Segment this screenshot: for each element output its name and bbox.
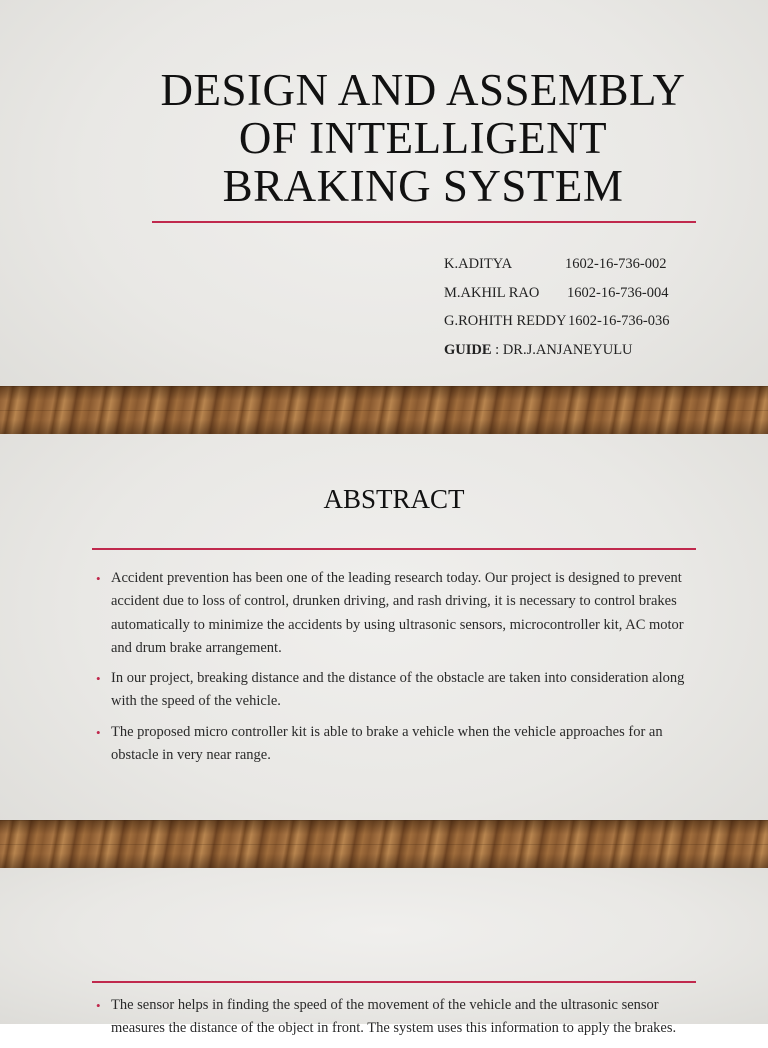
guide-line (444, 342, 670, 371)
wood-floor (0, 820, 768, 868)
author-id: 1602-16-736-004 (567, 284, 669, 301)
continuation-bullets (96, 994, 686, 1048)
title-divider (152, 221, 696, 223)
author-id: 1602-16-736-036 (568, 313, 670, 329)
bullet-icon: • (96, 671, 101, 687)
slide-continuation (0, 868, 768, 1037)
author-name: K.ADITYA (444, 256, 513, 272)
author-name: G.ROHITH REDDY (444, 313, 567, 329)
author-row (444, 285, 670, 314)
bullet-item (96, 721, 686, 768)
author-row (444, 313, 670, 342)
bullet-text: Accident prevention has been one of the leading research today. Our project is designed to prevent accident due to loss of control, drunken driving, and rash driving, it is necessary to control brakes automatically to minimize the accidents by using ultrasonic sensors, microcontroller kit, AC motor and drum brake arrangement. (111, 570, 684, 656)
abstract-bullets (96, 567, 686, 774)
slide-abstract (0, 434, 768, 866)
guide-label: GUIDE (444, 341, 492, 358)
heading-divider (92, 548, 696, 550)
author-row (444, 256, 670, 285)
bullet-icon: • (96, 571, 101, 586)
slide-title (0, 0, 768, 432)
author-name: M.AKHIL RAO (444, 284, 540, 301)
heading-divider (92, 981, 696, 983)
bullet-item (96, 667, 686, 714)
presentation-title: DESIGN AND ASSEMBLY OF INTELLIGENT BRAKING SYSTEM (160, 65, 686, 211)
wood-floor (0, 386, 768, 434)
abstract-heading: ABSTRACT (323, 484, 465, 514)
bullet-item (96, 567, 686, 660)
author-id: 1602-16-736-002 (565, 256, 667, 272)
bullet-item (96, 994, 686, 1041)
bullet-icon: • (96, 724, 101, 740)
author-list (444, 256, 670, 370)
guide-name: : DR.J.ANJANEYULU (491, 341, 633, 358)
bullet-text: In our project, breaking distance and the distance of the obstacle are taken into consideration along with the speed of the vehicle. (111, 670, 685, 710)
bullet-text: The sensor helps in finding the speed of the movement of the vehicle and the ultrasonic sensor measures the distance of the object in front. The system uses this information to apply the brakes. (111, 997, 677, 1037)
bullet-icon: • (96, 998, 101, 1013)
bullet-text: The proposed micro controller kit is able to brake a vehicle when the vehicle approaches for an obstacle in very near range. (111, 723, 663, 764)
